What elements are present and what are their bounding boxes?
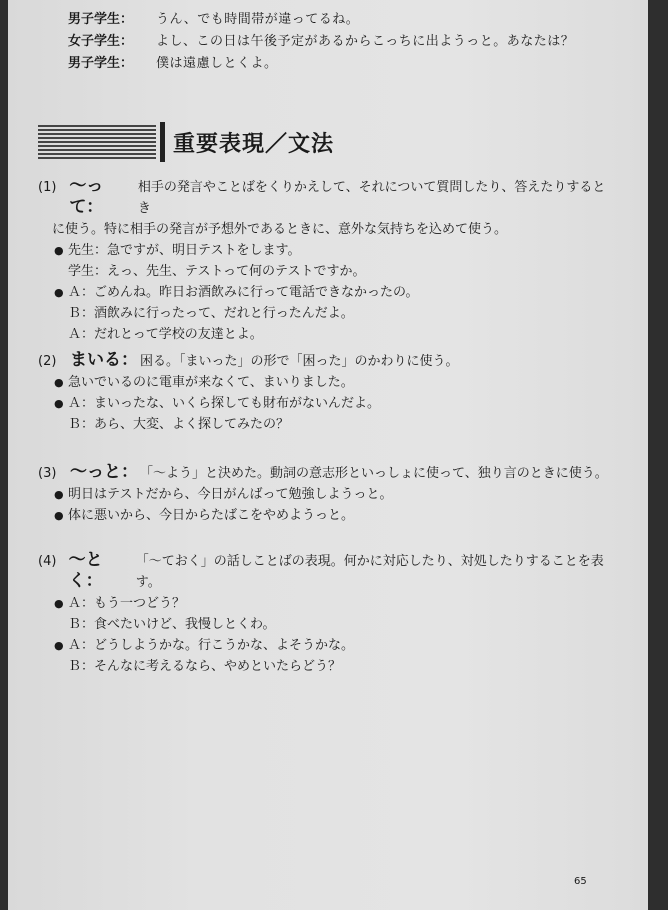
entry-definition: 「〜ておく」の話しことばの表現。何かに対応したり、対処したりすることを表す。 [135,554,604,590]
page-number: 65 [574,876,587,887]
example-line: Ａ：だれとって学校の友達とよ。 [68,327,263,342]
example-line: Ａ：どうしようかな。行こうかな、よそうかな。 [68,638,355,653]
entry-number: (3) [38,466,57,481]
entry-term: 〜って： [69,176,104,217]
bullet-icon: ● [54,509,64,522]
section-title: 重要表現／文法 [173,131,335,157]
entry-head [38,176,608,219]
entry-definition-continued: に使う。特に相手の発言が予想外であるときに、意外な気持ちを込めて使う。 [52,222,508,237]
grammar-entry [38,462,608,526]
example-line: Ｂ：あら、大変、よく探してみたの？ [68,417,290,432]
example [38,505,608,526]
example [38,484,608,505]
entry-definition: 困る。「まいった」の形で「困った」のかわりに使う。 [140,354,459,369]
example-line: 先生：急ですが、明日テストをします。 [68,243,301,258]
example-line: Ｂ：酒飲みに行ったって、だれと行ったんだよ。 [68,306,354,321]
speaker: 女子学生： [68,33,134,49]
example [38,240,608,261]
entry-number: (4) [38,554,57,569]
grammar-entry [38,350,608,435]
dialogue-line [68,50,648,72]
utterance: よし、この日は午後予定があるからこっちに出ようっと。あなたは？ [156,33,575,49]
example-line: 学生：えっ、先生、テストって何のテストですか。 [68,264,366,279]
grammar-entry [38,176,608,345]
example [38,372,608,393]
textbook-page [8,0,648,910]
bullet-icon: ● [54,488,64,501]
example-line: Ｂ：そんなに考えるなら、やめといたらどう？ [68,659,342,674]
example [38,282,608,303]
speaker: 男子学生： [68,11,134,27]
section-header [38,122,334,162]
entry-definition: 「〜よう」と決めた。動詞の意志形といっしょに使って、独り言のときに使う。 [140,466,608,481]
entry-number: (2) [38,354,57,369]
example [38,393,608,414]
bullet-icon: ● [54,397,64,410]
example-line: 体に悪いから、今日からたばこをやめようっと。 [68,508,355,523]
example-line: Ａ：ごめんね。昨日お酒飲みに行って電話できなかったの。 [68,285,419,300]
utterance: 僕は遠慮しとくよ。 [156,55,278,71]
entry-head [38,462,608,484]
entry-number: (1) [38,180,57,195]
utterance: うん、でも時間帯が違ってるね。 [156,11,360,27]
entry-definition: 相手の発言やことばをくりかえして、それについて質問したり、答えたりするとき [137,180,606,216]
dialogue-line [68,28,648,50]
entry-head [38,550,608,593]
speaker: 男子学生： [68,55,134,71]
example [38,593,608,614]
entry-term: まいる： [70,350,138,370]
dialogue-line [68,6,648,28]
bullet-icon: ● [54,597,64,610]
example-line: 明日はテストだから、今日がんばって勉強しようっと。 [68,487,393,502]
example [38,635,608,656]
entry-term: 〜っと： [70,462,138,482]
example-line: 急いでいるのに電車が来なくて、まいりました。 [68,375,354,390]
example-line: Ｂ：食べたいけど、我慢しとくわ。 [68,617,276,632]
bullet-icon: ● [54,639,64,652]
stripe-decoration [38,125,156,159]
grammar-entry [38,550,608,677]
example-line: Ａ：もう一つどう？ [68,596,186,611]
dialogue [68,6,648,72]
entry-term: 〜とく： [68,550,103,591]
bullet-icon: ● [54,376,64,389]
bar-decoration [160,122,165,162]
example-line: Ａ：まいったな、いくら探しても財布がないんだよ。 [68,396,381,411]
bullet-icon: ● [54,286,64,299]
bullet-icon: ● [54,244,64,257]
entry-head [38,350,608,372]
